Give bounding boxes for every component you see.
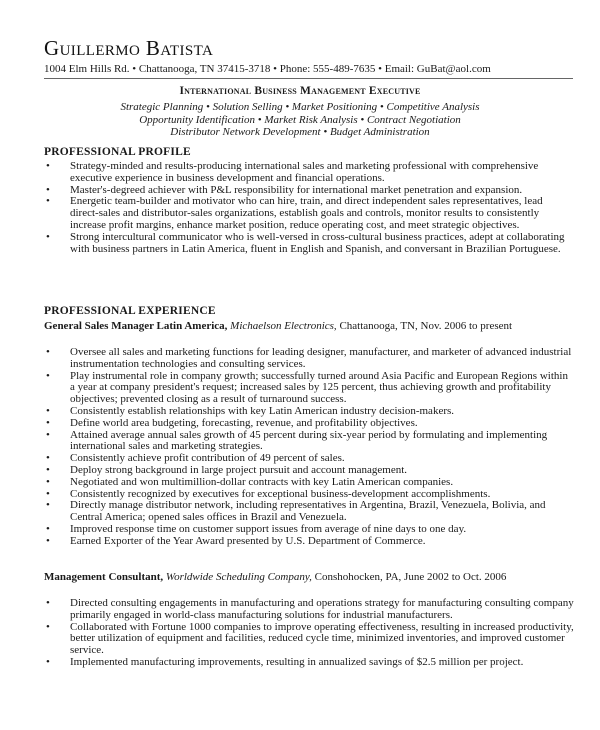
job-title: Management Consultant,	[44, 571, 164, 583]
skills-block	[0, 101, 600, 139]
list-item: • Energetic team-builder and motivator who can hire, train, and direct independent sales representatives, lead direct-sales and distributor-sales organizations, establish goals and controls, monitor results to consistently increase profit margins, enhance market position, reduce operating cost, and meet strategic objectives.	[44, 196, 574, 231]
candidate-name: Guillermo Batista	[44, 36, 214, 60]
skills-line: Opportunity Identification • Market Risk Analysis • Contract Negotiation	[139, 113, 461, 126]
list-item: • Directly manage distributor network, including representatives in Argentina, Brazil, Venezuela, Bolivia, and Central America; opened sales offices in Brazil and Venezuela.	[44, 500, 574, 524]
profile-list	[44, 161, 574, 255]
job-bullets	[44, 347, 574, 548]
list-item: • Consistently recognized by executives for exceptional business-development accomplishments.	[44, 489, 574, 501]
job-location-dates: Conshohocken, PA, June 2002 to Oct. 2006	[314, 571, 507, 583]
job-title: General Sales Manager Latin America,	[44, 320, 228, 332]
company-name: Worldwide Scheduling Company,	[165, 571, 312, 583]
list-item: • Directed consulting engagements in manufacturing and operations strategy for manufacturing consulting company primarily engaged in world-class manufacturing solutions for industrial manufacturers.	[44, 598, 574, 622]
list-item: • Consistently establish relationships with key Latin American industry decision-makers.	[44, 406, 574, 418]
profile-heading: PROFESSIONAL PROFILE	[44, 146, 191, 158]
list-item: • Oversee all sales and marketing functions for leading designer, manufacturer, and marketer of advanced industrial instrumentation technologies and consulting services.	[44, 347, 574, 371]
list-item: • Strategy-minded and results-producing international sales and marketing professional with comprehensive executive experience in business development and financial operations.	[44, 161, 574, 185]
skills-line: Distributor Network Development • Budget Administration	[170, 126, 430, 138]
list-item: • Earned Exporter of the Year Award presented by U.S. Department of Commerce.	[44, 536, 574, 548]
skills-line: Strategic Planning • Solution Selling • Market Positioning • Competitive Analysis	[120, 101, 480, 113]
list-item: • Define world area budgeting, forecasting, revenue, and profitability objectives.	[44, 418, 574, 430]
contact-line: 1004 Elm Hills Rd. • Chattanooga, TN 37415-3718 • Phone: 555-489-7635 • Email: GuBat@aol.com	[44, 63, 491, 75]
list-item: • Implemented manufacturing improvements, resulting in annualized savings of $2.5 million per project.	[44, 657, 574, 669]
list-item: • Consistently achieve profit contribution of 49 percent of sales.	[44, 453, 574, 465]
list-item: • Deploy strong background in large project pursuit and account management.	[44, 465, 574, 477]
list-item: • Play instrumental role in company growth; successfully turned around Asia Pacific and European Regions within a year at company president's request; increased sales by 125 percent, thus achieving growth and profitability objectives; prevented closing as a result of turnaround success.	[44, 371, 574, 406]
company-name: Michaelson Electronics,	[230, 320, 337, 332]
list-item: • Improved response time on customer support issues from average of nine days to one day.	[44, 524, 574, 536]
header-divider	[44, 78, 573, 79]
list-item: • Attained average annual sales growth of 45 percent during six-year period by formulating and implementing international sales and marketing strategies.	[44, 430, 574, 454]
list-item: • Collaborated with Fortune 1000 companies to improve operating effectiveness, resulting in increased productivity, better utilization of equipment and facilities, reduced cycle time, minimized inventories, and improved customer service.	[44, 622, 574, 657]
job-bullets	[44, 598, 574, 669]
headline: International Business Management Executive	[179, 85, 421, 97]
list-item: • Strong intercultural communicator who is well-versed in cross-cultural business practices, adept at collaborating with business partners in Latin America, fluent in English and Spanish, and conversant in Brazilian Portuguese.	[44, 232, 574, 256]
experience-heading: PROFESSIONAL EXPERIENCE	[44, 305, 216, 317]
list-item: • Master's-degreed achiever with P&L responsibility for international market penetration and expansion.	[44, 185, 574, 197]
job-header	[44, 572, 564, 584]
job-header	[44, 321, 564, 333]
list-item: • Negotiated and won multimillion-dollar contracts with key Latin American companies.	[44, 477, 574, 489]
job-location-dates: Chattanooga, TN, Nov. 2006 to present	[339, 320, 513, 332]
